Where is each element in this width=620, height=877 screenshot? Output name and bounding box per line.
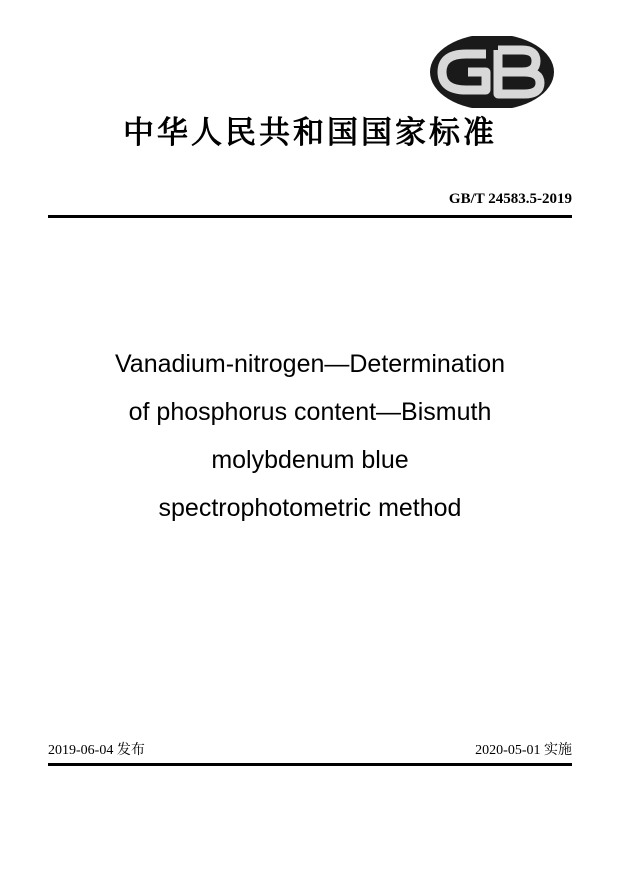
title-line: Vanadium-nitrogen—Determination (114, 350, 505, 378)
release-date-block (48, 742, 145, 760)
footer-divider (48, 763, 572, 766)
release-date: 2019-06-04 (48, 743, 114, 758)
implement-date: 2020-05-01 (475, 743, 541, 758)
standard-number: GB/T 24583.5-2019 (448, 191, 572, 207)
title-line: of phosphorus content—Bismuth (128, 398, 492, 426)
title-line: spectrophotometric method (158, 494, 462, 522)
gb-logo-icon (426, 36, 558, 108)
release-label: 发布 (116, 743, 145, 758)
standard-category-title: 中华人民共和国国家标准 (123, 115, 497, 151)
document-title (40, 340, 580, 532)
title-line: molybdenum blue (211, 446, 409, 474)
implement-date-block (475, 742, 572, 760)
header-divider (48, 215, 572, 218)
implement-label: 实施 (544, 743, 572, 758)
